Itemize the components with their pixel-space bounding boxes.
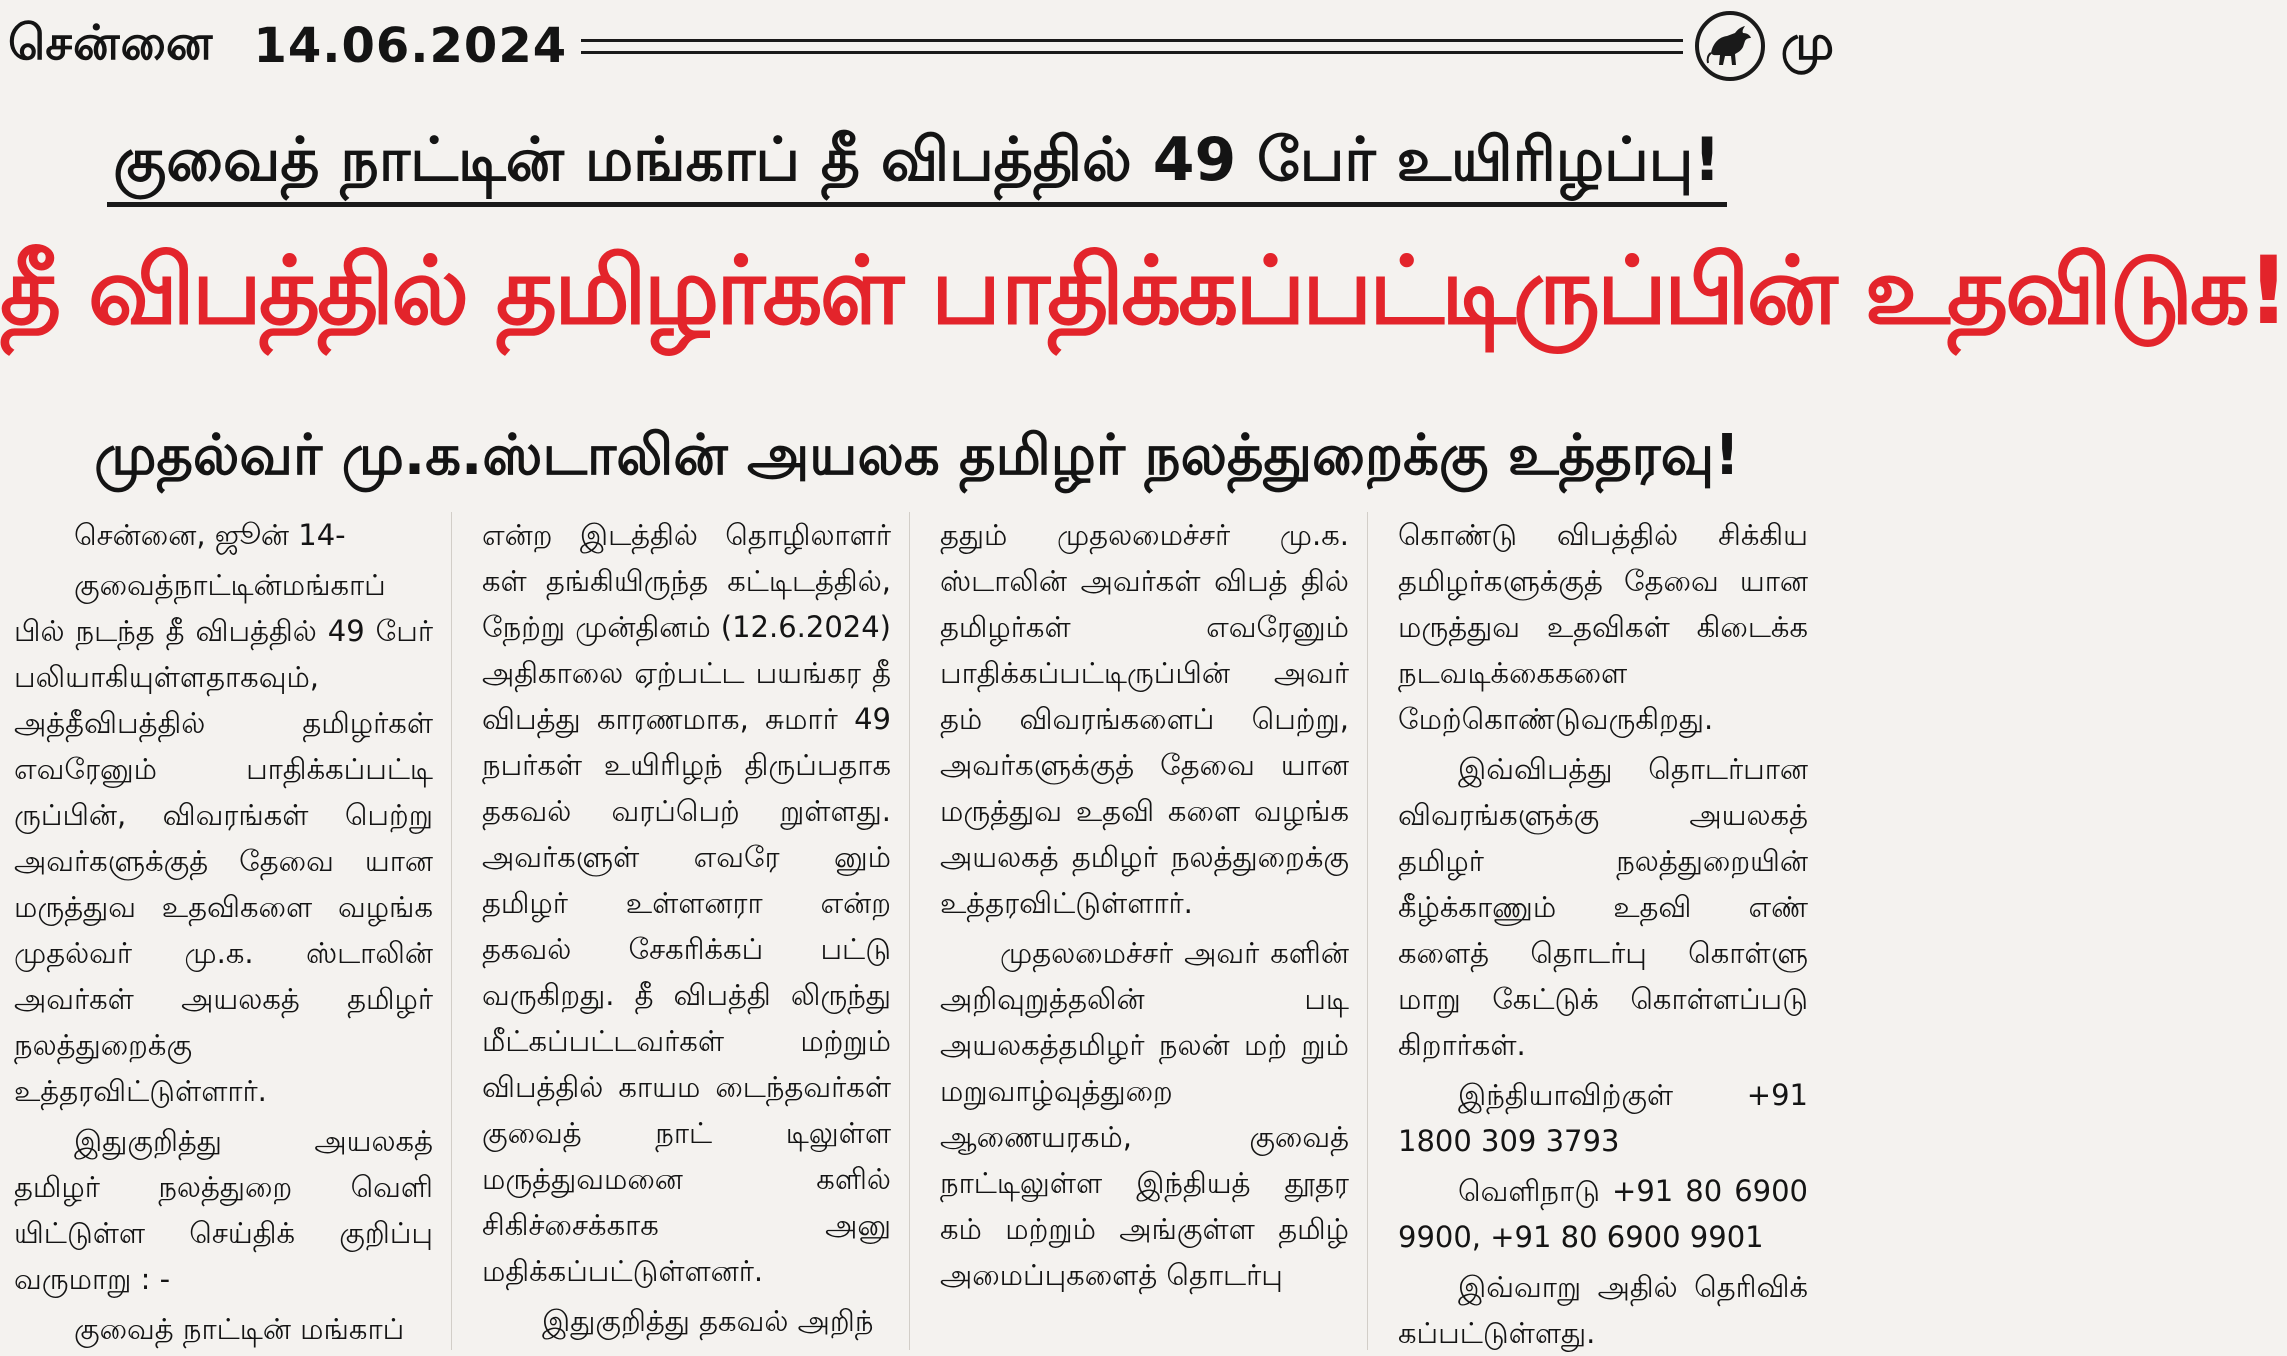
column-3-paragraph: முதலமைச்சர் அவர் களின் அறிவுறுத்தலின் படி அயலகத்தமிழர் நலன் மற் றும் மறுவாழ்வுத்துறை ஆணையரகம், குவைத் நாட்டிலுள்ள இந்தியத் தூதர கம் மற்றும் அங்குள்ள தமிழ் அமைப்புகளைத் தொடர்பு <box>940 936 1349 1292</box>
article-column-2 <box>468 512 910 1350</box>
bull-logo-icon <box>1695 11 1765 81</box>
masthead-rule <box>581 39 1683 54</box>
kicker-text: குவைத் நாட்டின் மங்காப் தீ விபத்தில் 49 பேர் உயிரிழப்பு! <box>107 118 1727 207</box>
column-4-paragraph: இந்தியாவிற்குள் +91 1800 309 3793 <box>1398 1078 1808 1158</box>
column-1-paragraph: சென்னை, ஜூன் 14- <box>74 518 346 552</box>
column-1-paragraph: குவைத்நாட்டின்மங்காப் பில் நடந்த தீ விபத்தில் 49 பேர் பலியாகியுள்ளதாகவும், அத்தீவிபத்தில் தமிழர்கள் எவரேனும் பாதிக்கப்பட்டி ருப்பின், விவரங்கள் பெற்று அவர்களுக்குத் தேவை யான மருத்துவ உதவிகளை வழங்க முதல்வர் மு.க. ஸ்டாலின் அவர்கள் அயலகத் தமிழர் நலத்துறைக்கு உத்தரவிட்டுள்ளார். <box>14 568 433 1108</box>
column-1-paragraph: குவைத் நாட்டின் மங்காப் <box>74 1312 405 1346</box>
headline: தீ விபத்தில் தமிழர்கள் பாதிக்கப்பட்டிருப்பின் உதவிடுக! <box>0 237 2287 346</box>
column-2-paragraph: என்ற இடத்தில் தொழிலாளர் கள் தங்கியிருந்த கட்டிடத்தில், நேற்று முன்தினம் (12.6.2024) அதிகாலை ஏற்பட்ட பயங்கர தீ விபத்து காரணமாக, சுமார் 49 நபர்கள் உயிரிழந் திருப்பதாக தகவல் வரப்பெற் றுள்ளது. அவர்களுள் எவரே னும் தமிழர் உள்ளனரா என்ற தகவல் சேகரிக்கப் பட்டு வருகிறது. தீ விபத்தி லிருந்து மீட்கப்பட்டவர்கள் மற்றும் விபத்தில் காயம டைந்தவர்கள் குவைத் நாட் டிலுள்ள மருத்துவமனை களில் சிகிச்சைக்காக அனு மதிக்கப்பட்டுள்ளனர். <box>482 518 891 1288</box>
column-1-paragraph: இதுகுறித்து அயலகத் தமிழர் நலத்துறை வெளி யிட்டுள்ள செய்திக் குறிப்பு வருமாறு : - <box>14 1124 433 1296</box>
masthead-date: 14.06.2024 <box>253 18 568 74</box>
article-column-1 <box>10 512 452 1350</box>
article-body <box>10 512 1828 1350</box>
column-3-paragraph: ததும் முதலமைச்சர் மு.க. ஸ்டாலின் அவர்கள் விபத் தில் தமிழர்கள் எவரேனும் பாதிக்கப்பட்டிருப்பின் அவர் தம் விவரங்களைப் பெற்று, அவர்களுக்குத் தேவை யான மருத்துவ உதவி களை வழங்க அயலகத் தமிழர் நலத்துறைக்கு உத்தரவிட்டுள்ளார். <box>940 518 1349 920</box>
deck: முதல்வர் மு.க.ஸ்டாலின் அயலக தமிழர் நலத்துறைக்கு உத்தரவு! <box>94 423 1740 488</box>
column-4-paragraph: இவ்வாறு அதில் தெரிவிக் கப்பட்டுள்ளது. <box>1398 1270 1808 1350</box>
masthead-city: சென்னை <box>8 15 214 71</box>
column-4-paragraph: வெளிநாடு +91 80 6900 9900, +91 80 6900 9901 <box>1398 1174 1808 1254</box>
kicker <box>0 118 1834 207</box>
article-column-4 <box>1384 512 1826 1350</box>
column-4-paragraph: இவ்விபத்து தொடர்பான விவரங்களுக்கு அயலகத் தமிழர் நலத்துறையின் கீழ்க்காணும் உதவி எண் களைத் தொடர்பு கொள்ளு மாறு கேட்டுக் கொள்ளப்படு கிறார்கள். <box>1398 752 1808 1062</box>
column-2-paragraph: இதுகுறித்து தகவல் அறிந் <box>542 1304 874 1338</box>
masthead-paper-name: மு <box>1780 15 1834 71</box>
article-column-3 <box>926 512 1368 1350</box>
masthead <box>8 8 1834 84</box>
column-4-paragraph: கொண்டு விபத்தில் சிக்கிய தமிழர்களுக்குத் தேவை யான மருத்துவ உதவிகள் கிடைக்க நடவடிக்கைகளை மேற்கொண்டுவருகிறது. <box>1398 518 1808 736</box>
